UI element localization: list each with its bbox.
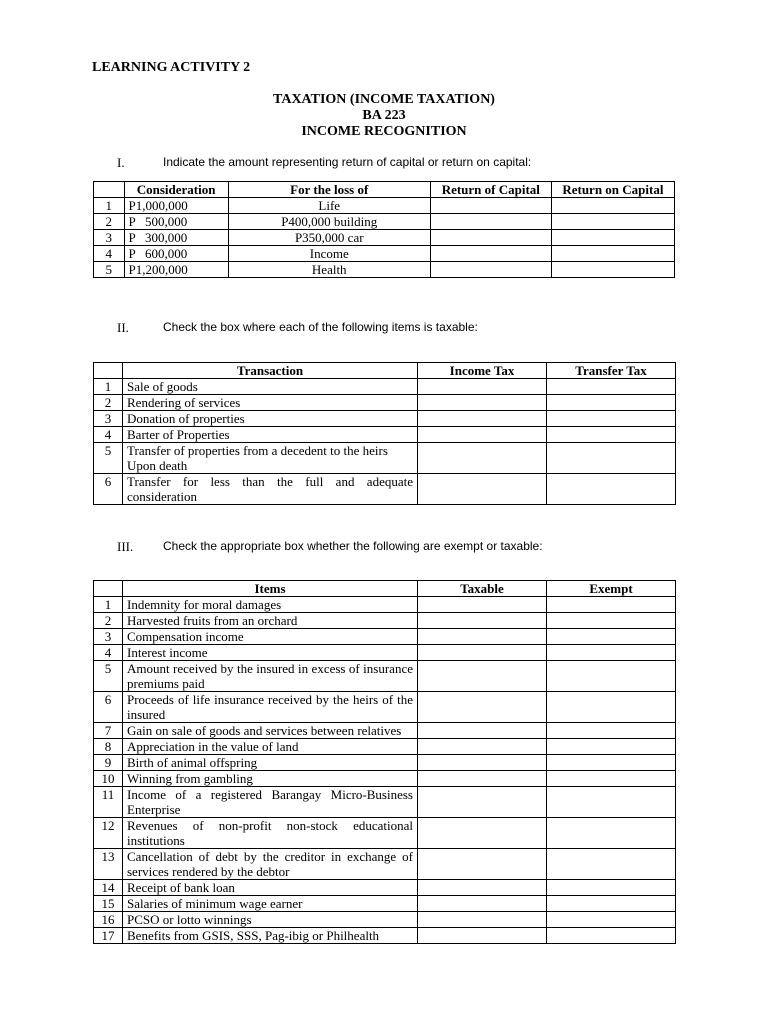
exempt-checkbox-cell[interactable]	[547, 896, 676, 912]
taxable-checkbox-cell[interactable]	[418, 880, 547, 896]
item-cell: Income of a registered Barangay Micro-Business Enterprise	[123, 787, 418, 818]
taxable-checkbox-cell[interactable]	[418, 787, 547, 818]
row-number: 6	[94, 692, 123, 723]
exempt-checkbox-cell[interactable]	[547, 912, 676, 928]
loss-cell: P350,000 car	[228, 230, 430, 246]
table-row	[94, 230, 675, 246]
row-number: 17	[94, 928, 123, 944]
consideration-cell: P1,000,000	[124, 198, 228, 214]
transaction-text: Transfer for less than the full and adequate consideration	[127, 474, 413, 504]
transaction-text: Donation of properties	[127, 411, 245, 426]
item-cell: Amount received by the insured in excess of insurance premiums paid	[123, 661, 418, 692]
transfer-tax-checkbox-cell[interactable]	[547, 411, 676, 427]
taxable-checkbox-cell[interactable]	[418, 818, 547, 849]
table-row	[94, 474, 676, 505]
row-number: 2	[94, 395, 123, 411]
section-1-instruction: Indicate the amount representing return of capital or return on capital:	[163, 155, 532, 169]
exempt-checkbox-cell[interactable]	[547, 755, 676, 771]
row-number: 3	[94, 230, 125, 246]
row-number: 4	[94, 645, 123, 661]
section-3-instruction: Check the appropriate box whether the following are exempt or taxable:	[163, 539, 543, 553]
item-cell: Receipt of bank loan	[123, 880, 418, 896]
table-row	[94, 613, 676, 629]
return-of-capital-cell[interactable]	[430, 198, 551, 214]
table-row	[94, 880, 676, 896]
row-number: 3	[94, 411, 123, 427]
table-row	[94, 849, 676, 880]
loss-cell: Life	[228, 198, 430, 214]
exempt-checkbox-cell[interactable]	[547, 692, 676, 723]
table-row	[94, 739, 676, 755]
table-row	[94, 771, 676, 787]
consideration-cell: P 600,000	[124, 246, 228, 262]
row-number: 16	[94, 912, 123, 928]
transfer-tax-checkbox-cell[interactable]	[547, 443, 676, 474]
exempt-checkbox-cell[interactable]	[547, 723, 676, 739]
income-tax-checkbox-cell[interactable]	[418, 443, 547, 474]
row-number: 4	[94, 246, 125, 262]
transaction-cell	[123, 443, 418, 474]
column-header-loss: For the loss of	[228, 182, 430, 198]
transaction-cell	[123, 474, 418, 505]
item-cell: Cancellation of debt by the creditor in exchange of services rendered by the debtor	[123, 849, 418, 880]
transaction-cell	[123, 379, 418, 395]
table-row	[94, 787, 676, 818]
item-cell: Proceeds of life insurance received by the heirs of the insured	[123, 692, 418, 723]
item-cell: Benefits from GSIS, SSS, Pag-ibig or Philhealth	[123, 928, 418, 944]
column-header-number	[94, 363, 123, 379]
return-on-capital-cell[interactable]	[551, 262, 674, 278]
exempt-checkbox-cell[interactable]	[547, 880, 676, 896]
topic-title: INCOME RECOGNITION	[301, 124, 467, 139]
consideration-cell: P 300,000	[124, 230, 228, 246]
column-header-number	[94, 581, 123, 597]
transaction-text: Barter of Properties	[127, 427, 230, 442]
item-cell: Harvested fruits from an orchard	[123, 613, 418, 629]
income-tax-checkbox-cell[interactable]	[418, 379, 547, 395]
table-row	[94, 443, 676, 474]
table-row	[94, 896, 676, 912]
consideration-cell: P 500,000	[124, 214, 228, 230]
row-number: 1	[94, 597, 123, 613]
section-2-instruction: Check the box where each of the following items is taxable:	[163, 320, 478, 334]
return-on-capital-cell[interactable]	[551, 198, 674, 214]
section-2-number: II.	[117, 320, 129, 335]
item-cell: Salaries of minimum wage earner	[123, 896, 418, 912]
row-number: 4	[94, 427, 123, 443]
transaction-text: Transfer of properties from a decedent to the heirs	[127, 443, 388, 458]
return-of-capital-cell[interactable]	[430, 230, 551, 246]
return-on-capital-cell[interactable]	[551, 246, 674, 262]
table-row	[94, 597, 676, 613]
table-row	[94, 246, 675, 262]
taxable-checkbox-cell[interactable]	[418, 849, 547, 880]
table-header-row	[94, 581, 676, 597]
return-of-capital-cell[interactable]	[430, 214, 551, 230]
taxable-checkbox-cell[interactable]	[418, 597, 547, 613]
column-header-number	[94, 182, 125, 198]
transfer-tax-checkbox-cell[interactable]	[547, 474, 676, 505]
table-row	[94, 629, 676, 645]
return-of-capital-cell[interactable]	[430, 246, 551, 262]
return-of-capital-cell[interactable]	[430, 262, 551, 278]
taxable-checkbox-cell[interactable]	[418, 739, 547, 755]
loss-cell: P400,000 building	[228, 214, 430, 230]
column-header-items: Items	[123, 581, 418, 597]
column-header-return-on-capital: Return on Capital	[551, 182, 674, 198]
return-on-capital-cell[interactable]	[551, 214, 674, 230]
transaction-text: Sale of goods	[127, 379, 198, 394]
item-cell: Compensation income	[123, 629, 418, 645]
exempt-checkbox-cell[interactable]	[547, 787, 676, 818]
income-tax-checkbox-cell[interactable]	[418, 395, 547, 411]
row-number: 1	[94, 198, 125, 214]
activity-title: LEARNING ACTIVITY 2	[92, 60, 251, 75]
table-row	[94, 379, 676, 395]
row-number: 2	[94, 214, 125, 230]
row-number: 13	[94, 849, 123, 880]
taxable-checkbox-cell[interactable]	[418, 629, 547, 645]
exempt-taxable-table	[93, 580, 676, 944]
transaction-cell	[123, 395, 418, 411]
table-row	[94, 198, 675, 214]
item-cell: Indemnity for moral damages	[123, 597, 418, 613]
subject-title: TAXATION (INCOME TAXATION)	[273, 92, 495, 107]
section-1-number: I.	[117, 155, 125, 170]
row-number: 7	[94, 723, 123, 739]
exempt-checkbox-cell[interactable]	[547, 818, 676, 849]
exempt-checkbox-cell[interactable]	[547, 739, 676, 755]
row-number: 12	[94, 818, 123, 849]
row-number: 6	[94, 474, 123, 505]
table-row	[94, 692, 676, 723]
taxable-checkbox-cell[interactable]	[418, 645, 547, 661]
table-row	[94, 645, 676, 661]
taxable-checkbox-cell[interactable]	[418, 613, 547, 629]
income-tax-checkbox-cell[interactable]	[418, 474, 547, 505]
row-number: 11	[94, 787, 123, 818]
return-on-capital-cell[interactable]	[551, 230, 674, 246]
consideration-cell: P1,200,000	[124, 262, 228, 278]
course-code: BA 223	[362, 108, 406, 123]
taxable-checkbox-cell[interactable]	[418, 692, 547, 723]
transaction-cell	[123, 411, 418, 427]
transfer-tax-checkbox-cell[interactable]	[547, 379, 676, 395]
row-number: 8	[94, 739, 123, 755]
exempt-checkbox-cell[interactable]	[547, 849, 676, 880]
transfer-tax-checkbox-cell[interactable]	[547, 427, 676, 443]
transaction-cell	[123, 427, 418, 443]
taxable-checkbox-cell[interactable]	[418, 723, 547, 739]
row-number: 5	[94, 262, 125, 278]
taxable-checkbox-cell[interactable]	[418, 755, 547, 771]
table-header-row	[94, 363, 676, 379]
income-tax-checkbox-cell[interactable]	[418, 411, 547, 427]
column-header-taxable: Taxable	[418, 581, 547, 597]
exempt-checkbox-cell[interactable]	[547, 597, 676, 613]
row-number: 10	[94, 771, 123, 787]
item-cell: Winning from gambling	[123, 771, 418, 787]
exempt-checkbox-cell[interactable]	[547, 645, 676, 661]
table-row	[94, 912, 676, 928]
taxable-checkbox-cell[interactable]	[418, 771, 547, 787]
taxable-checkbox-cell[interactable]	[418, 896, 547, 912]
taxable-checkbox-cell[interactable]	[418, 928, 547, 944]
loss-cell: Health	[228, 262, 430, 278]
item-cell: Birth of animal offspring	[123, 755, 418, 771]
transfer-tax-checkbox-cell[interactable]	[547, 395, 676, 411]
table-row	[94, 928, 676, 944]
table-row	[94, 755, 676, 771]
exempt-checkbox-cell[interactable]	[547, 613, 676, 629]
table-row	[94, 723, 676, 739]
table-header-row	[94, 182, 675, 198]
row-number: 14	[94, 880, 123, 896]
table-row	[94, 262, 675, 278]
item-cell: Revenues of non-profit non-stock educational institutions	[123, 818, 418, 849]
row-number: 15	[94, 896, 123, 912]
row-number: 5	[94, 661, 123, 692]
item-cell: Interest income	[123, 645, 418, 661]
exempt-checkbox-cell[interactable]	[547, 928, 676, 944]
column-header-transfer-tax: Transfer Tax	[547, 363, 676, 379]
table-row	[94, 411, 676, 427]
exempt-checkbox-cell[interactable]	[547, 661, 676, 692]
row-number: 2	[94, 613, 123, 629]
table-row	[94, 661, 676, 692]
transaction-text-continued: Upon death	[127, 458, 188, 473]
row-number: 1	[94, 379, 123, 395]
exempt-checkbox-cell[interactable]	[547, 629, 676, 645]
return-of-capital-table	[93, 181, 675, 278]
item-cell: Appreciation in the value of land	[123, 739, 418, 755]
taxable-checkbox-cell[interactable]	[418, 912, 547, 928]
loss-cell: Income	[228, 246, 430, 262]
table-row	[94, 818, 676, 849]
transaction-tax-table	[93, 362, 676, 505]
row-number: 3	[94, 629, 123, 645]
column-header-transaction: Transaction	[123, 363, 418, 379]
section-3-number: III.	[117, 539, 134, 554]
item-cell: Gain on sale of goods and services between relatives	[123, 723, 418, 739]
income-tax-checkbox-cell[interactable]	[418, 427, 547, 443]
column-header-exempt: Exempt	[547, 581, 676, 597]
column-header-income-tax: Income Tax	[418, 363, 547, 379]
column-header-consideration: Consideration	[124, 182, 228, 198]
table-row	[94, 395, 676, 411]
column-header-return-of-capital: Return of Capital	[430, 182, 551, 198]
exempt-checkbox-cell[interactable]	[547, 771, 676, 787]
row-number: 5	[94, 443, 123, 474]
transaction-text: Rendering of services	[127, 395, 241, 410]
table-row	[94, 427, 676, 443]
table-row	[94, 214, 675, 230]
taxable-checkbox-cell[interactable]	[418, 661, 547, 692]
row-number: 9	[94, 755, 123, 771]
item-cell: PCSO or lotto winnings	[123, 912, 418, 928]
